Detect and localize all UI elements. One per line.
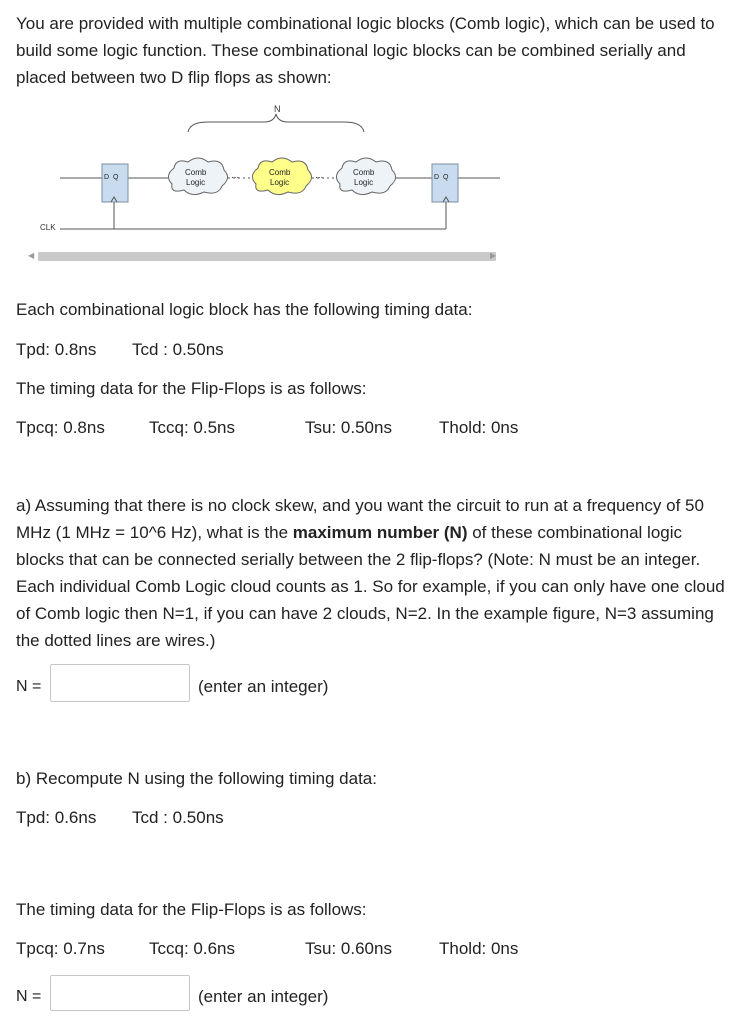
svg-text:Logic: Logic	[354, 178, 374, 187]
scroll-left-icon[interactable]: ◀	[28, 251, 35, 260]
hint-a: (enter an integer)	[198, 677, 329, 696]
comb-timing-row-b	[16, 808, 616, 830]
svg-text:D Q: D Q	[104, 174, 119, 181]
scrollbar-thumb[interactable]	[38, 252, 496, 261]
tccq-value-b: Tccq: 0.6ns	[149, 939, 235, 958]
horizontal-scrollbar[interactable]	[28, 249, 500, 263]
svg-text:Comb: Comb	[185, 168, 207, 177]
dots-2: ...	[315, 170, 324, 181]
dff-left	[102, 164, 128, 202]
ff-timing-heading: The timing data for the Flip-Flops is as follows:	[16, 379, 367, 398]
dots-1: ...	[231, 170, 240, 181]
scroll-right-icon[interactable]: ▶	[490, 251, 497, 260]
circuit-diagram	[28, 98, 508, 238]
tpd-value: Tpd: 0.8ns	[16, 340, 97, 359]
tsu-value-b: Tsu: 0.60ns	[305, 939, 392, 958]
n-input-a[interactable]	[50, 664, 190, 702]
hint-b: (enter an integer)	[198, 987, 329, 1006]
tcd-value: Tcd : 0.50ns	[132, 340, 224, 359]
tccq-value: Tccq: 0.5ns	[149, 418, 235, 437]
svg-text:D Q: D Q	[434, 174, 449, 181]
tpd-value-b: Tpd: 0.6ns	[16, 808, 97, 827]
intro-paragraph: You are provided with multiple combinational logic blocks (Comb logic), which can be used to build some logic function. These combinational logic blocks can be combined serially and placed between two D flip flops as shown:	[16, 14, 715, 87]
comb-timing-row	[16, 340, 616, 362]
clk-label: CLK	[40, 223, 56, 232]
svg-text:Logic: Logic	[186, 178, 206, 187]
svg-text:Comb: Comb	[269, 168, 291, 177]
n-label-a: N =	[16, 678, 42, 695]
comb-logic-cloud-1	[168, 158, 227, 195]
thold-value: Thold: 0ns	[439, 418, 519, 437]
n-brace	[188, 114, 364, 132]
tcd-value-b: Tcd : 0.50ns	[132, 808, 224, 827]
comb-logic-cloud-2	[252, 158, 311, 195]
tsu-value: Tsu: 0.50ns	[305, 418, 392, 437]
n-input-b[interactable]	[50, 975, 190, 1011]
svg-text:Logic: Logic	[270, 178, 290, 187]
comb-logic-cloud-3	[336, 158, 395, 195]
ff-timing-row	[16, 418, 716, 440]
tpcq-value-b: Tpcq: 0.7ns	[16, 939, 105, 958]
n-label: N	[274, 104, 281, 114]
tpcq-value: Tpcq: 0.8ns	[16, 418, 105, 437]
thold-value-b: Thold: 0ns	[439, 939, 519, 958]
question-a-text: a) Assuming that there is no clock skew, and you want the circuit to run at a frequency of 50 MHz (1 MHz = 10^6 Hz), what is the maximum number (N) of these combinational logic blocks that can be connected serially between the 2 flip-flops? (Note: N must be an integer. Each individual Comb Logic cloud counts as 1. So for example, if you can only have one cloud of Comb logic then N=1, if you can have 2 clouds, N=2. In the example figure, N=3 assuming the dotted lines are wires.)	[16, 496, 725, 650]
dff-right	[432, 164, 458, 202]
comb-timing-heading: Each combinational logic block has the following timing data:	[16, 300, 473, 319]
svg-text:Comb: Comb	[353, 168, 375, 177]
ff-timing-row-b	[16, 939, 716, 961]
question-b-heading: b) Recompute N using the following timing data:	[16, 769, 377, 788]
n-label-b: N =	[16, 988, 42, 1005]
ff-timing-heading-b: The timing data for the Flip-Flops is as follows:	[16, 900, 367, 919]
